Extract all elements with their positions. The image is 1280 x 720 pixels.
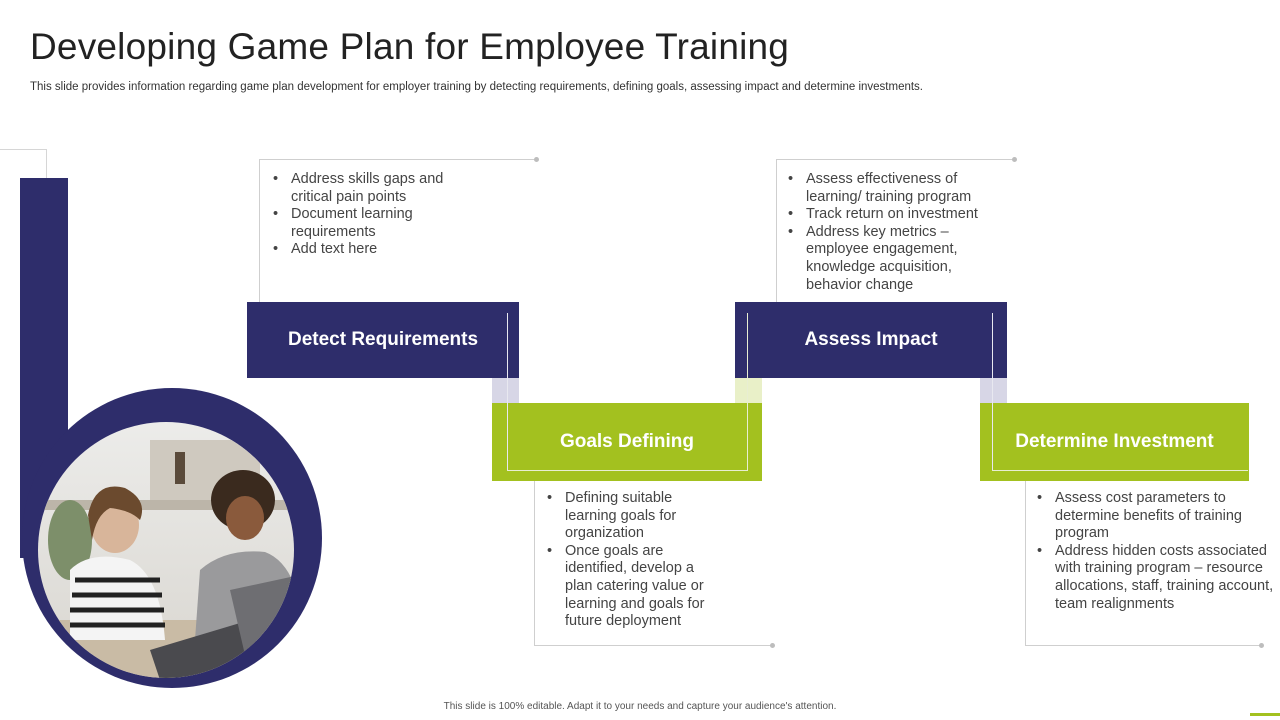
- notes-detect-requirements: [271, 171, 466, 259]
- bullet-item: • Add text here: [271, 241, 466, 259]
- notes-goals-defining: [545, 490, 723, 631]
- frame-1-dot: [534, 157, 539, 162]
- step-assess-impact: [735, 302, 1007, 378]
- frame-4-dot: [1259, 643, 1264, 648]
- bullet-item: • Address skills gaps and critical pain points: [271, 171, 466, 206]
- frame-3-top: [776, 159, 1014, 160]
- bullet-item: • Once goals are identified, develop a plan catering value or learning and goals for future deployment: [545, 543, 723, 631]
- bullet-item: • Assess cost parameters to determine benefits of training program: [1035, 490, 1280, 543]
- overlay-line-1h: [507, 470, 748, 471]
- frame-2-left: [534, 470, 535, 645]
- step-label: Determine Investment: [1015, 431, 1214, 452]
- step-label: Detect Requirements: [287, 329, 479, 350]
- bullet-item: • Address hidden costs associated with training program – resource allocations, staff, training account, team realignments: [1035, 543, 1280, 613]
- bullet-item: • Document learning requirements: [271, 206, 466, 241]
- connector-2: [735, 378, 762, 404]
- frame-4-bottom: [1025, 645, 1261, 646]
- notes-assess-impact: [786, 171, 1001, 294]
- overlay-line-2v: [747, 313, 748, 470]
- footer-note: This slide is 100% editable. Adapt it to your needs and capture your audience's attention.: [443, 701, 837, 712]
- footer-accent-bar: [1250, 713, 1280, 716]
- step-label: Assess Impact: [804, 329, 938, 350]
- frame-4-left: [1025, 470, 1026, 645]
- bullet-item: • Defining suitable learning goals for organization: [545, 490, 723, 543]
- bullet-item: • Assess effectiveness of learning/ training program: [786, 171, 1001, 206]
- bullet-item: • Address key metrics – employee engagement, knowledge acquisition, behavior change: [786, 224, 1001, 294]
- step-label: Goals Defining: [559, 431, 695, 452]
- connector-1: [492, 378, 519, 404]
- overlay-line-3v: [992, 313, 993, 470]
- frame-1-left: [259, 159, 260, 313]
- connector-3: [980, 378, 1007, 404]
- overlay-line-1v: [507, 313, 508, 470]
- frame-2-bottom: [534, 645, 772, 646]
- bullet-item: • Track return on investment: [786, 206, 1001, 224]
- frame-2-dot: [770, 643, 775, 648]
- frame-3-left: [776, 159, 777, 313]
- overlay-line-3h: [992, 470, 1248, 471]
- frame-3-dot: [1012, 157, 1017, 162]
- page-subtitle: This slide provides information regarding game plan development for employer training by detecting requirements, defining goals, assessing impact and determine investments.: [30, 81, 924, 93]
- step-detect-requirements: [247, 302, 519, 378]
- frame-1-top: [259, 159, 538, 160]
- notes-determine-investment: [1035, 490, 1280, 613]
- page-title: Developing Game Plan for Employee Training: [30, 26, 790, 67]
